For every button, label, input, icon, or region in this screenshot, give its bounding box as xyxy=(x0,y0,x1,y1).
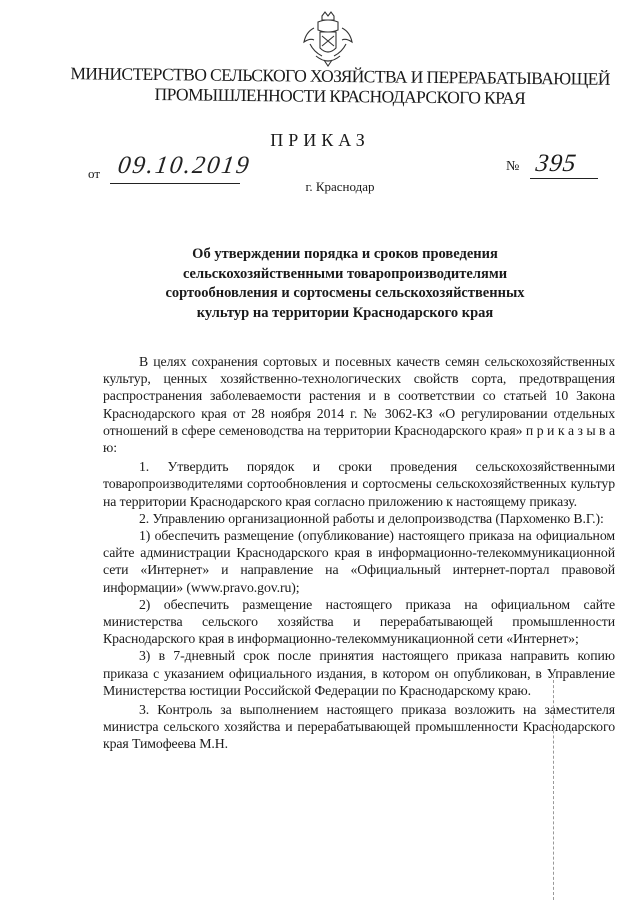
ministry-line-1: МИНИСТЕРСТВО СЕЛЬСКОГО ХОЗЯЙСТВА И ПЕРЕРАБАТЫВАЮЩЕЙ xyxy=(70,63,610,89)
item-2-3-paragraph: 3) в 7-дневный срок после принятия настоящего приказа направить копию приказа с указанием официального издания, в котором он опубликован, в Управление Министерства юстиции Российской Федерации по Краснодарскому краю. xyxy=(103,648,615,698)
number-label: № xyxy=(506,159,520,174)
subject-line-3: сортообновления и сортосмены сельскохозяйственных xyxy=(165,285,525,301)
date-value: 09.10.2019 xyxy=(116,152,253,179)
subject-line-2: сельскохозяйственными товаропроизводителями xyxy=(182,265,508,282)
item-3-paragraph: 3. Контроль за выполнением настоящего приказа возложить на заместителя министра сельского хозяйства и перерабатывающей промышленности Краснодарского края Тимофеева М.Н. xyxy=(103,702,615,752)
item-2-2-paragraph: 2) обеспечить размещение настоящего приказа на официальном сайте министерства сельского хозяйства и перерабатывающей промышленности Краснодарского края в информационно-телекоммуникационной сети «Интернет»; xyxy=(103,596,615,647)
ministry-name xyxy=(70,63,610,109)
item-2-1-paragraph: 1) обеспечить размещение (опубликование) настоящего приказа на официальном сайте администрации Краснодарского края в информационно-телекоммуникационной сети «Интернет» и направление на «Официальный интернет-портал правовой информации» (www.pravo.gov.ru); xyxy=(103,528,615,595)
ministry-line-2: ПРОМЫШЛЕННОСТИ КРАСНОДАРСКОГО КРАЯ xyxy=(154,84,526,108)
document-type: ПРИКАЗ xyxy=(270,130,370,150)
scan-fold-mark xyxy=(553,675,554,900)
coat-of-arms-icon xyxy=(300,10,356,68)
item-1-paragraph: 1. Утвердить порядок и сроки проведения сельскохозяйственными товаропроизводителями сортообновления и сортосмены сельскохозяйственных культур на территории Краснодарского края согласно приложению к настоящему приказу. xyxy=(103,459,615,509)
order-body xyxy=(103,353,615,753)
date-label: от xyxy=(88,166,101,181)
subject-line-4: культур на территории Краснодарского края xyxy=(196,304,494,321)
number-value: 395 xyxy=(534,150,579,177)
preamble-paragraph: В целях сохранения сортовых и посевных качеств семян сельскохозяйственных культур, ценных хозяйственно-технологических свойств сорта, предотвращения распространения заболеваемости растения и в соответствии со статьей 10 Закона Краснодарского края от 28 ноября 2014 г. № 3062-КЗ «О регулировании отдельных отношений в сфере семеноводства на территории Краснодарского края» п р и к а з ы в а ю: xyxy=(103,354,615,456)
item-2-paragraph: 2. Управлению организационной работы и делопроизводства (Пархоменко В.Г.): xyxy=(139,510,604,526)
city: г. Краснодар xyxy=(305,179,375,194)
order-subject xyxy=(150,245,540,323)
subject-line-1: Об утверждении порядка и сроков проведения xyxy=(192,246,498,262)
